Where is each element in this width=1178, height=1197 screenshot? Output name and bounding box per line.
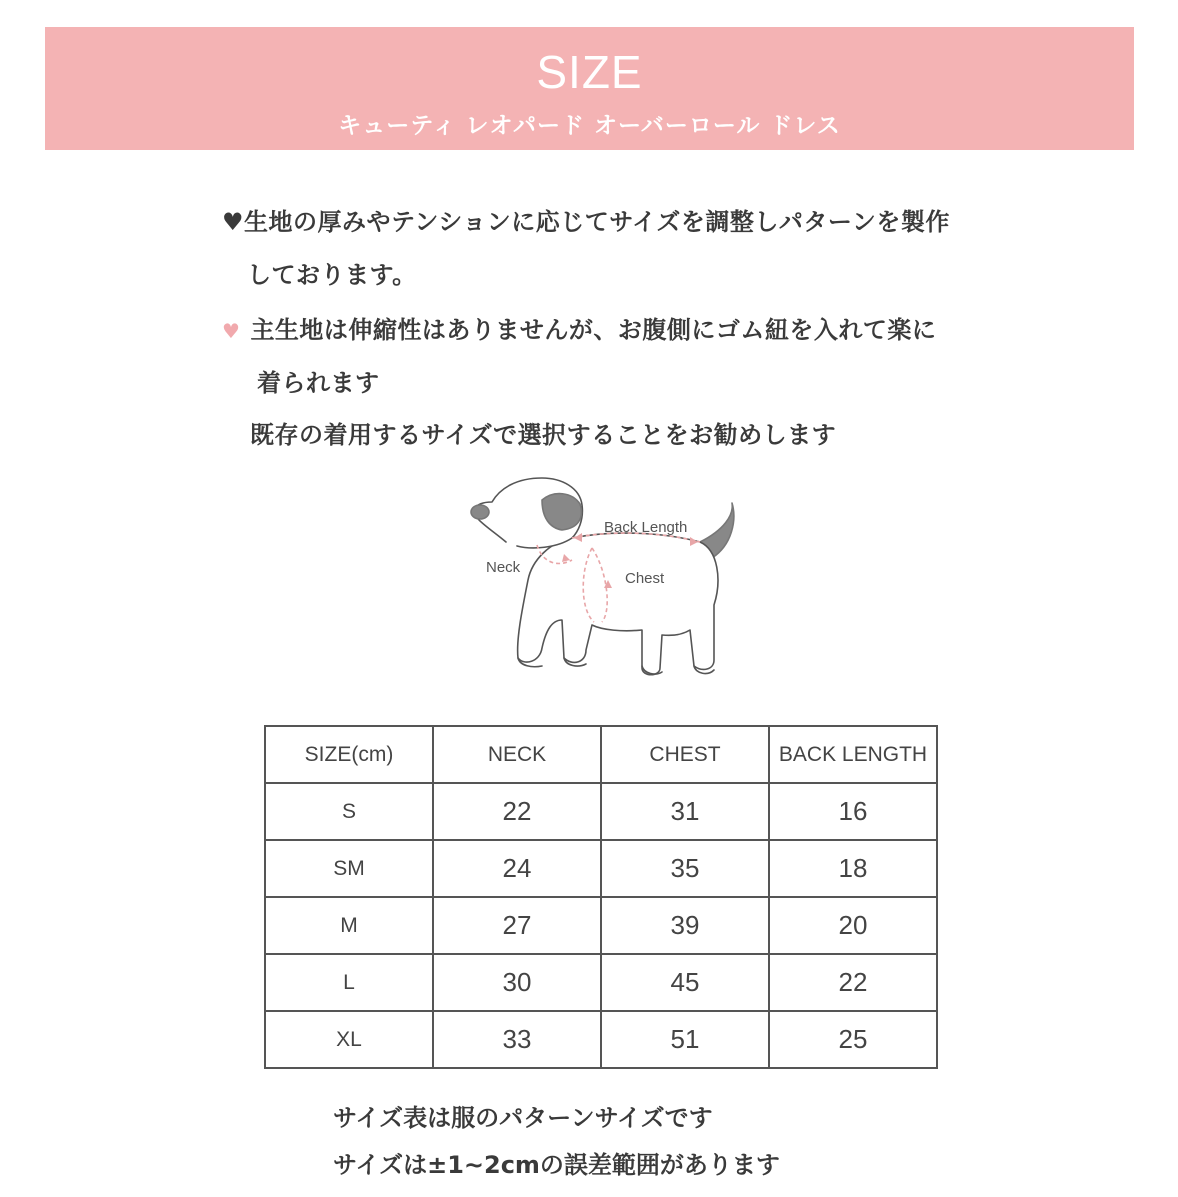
note-line-2: しております。 — [247, 261, 417, 289]
note-line-3: ♥ 主生地は伸縮性はありませんが、お腹側にゴム紐を入れて楽に — [222, 316, 937, 344]
heart-icon: ♥ — [222, 208, 245, 236]
chest-cell: 31 — [601, 783, 769, 840]
back-length-cell: 18 — [769, 840, 937, 897]
size-cell: L — [265, 954, 433, 1011]
back-length-cell: 16 — [769, 783, 937, 840]
neck-label: Neck — [486, 559, 521, 576]
heart-icon: ♥ — [222, 319, 241, 343]
back-length-cell: 20 — [769, 897, 937, 954]
note-line-5: 既存の着用するサイズで選択することをお勧めします — [250, 421, 837, 449]
note-line-1: ♥生地の厚みやテンションに応じてサイズを調整しパターンを製作 — [222, 208, 950, 236]
neck-cell: 30 — [433, 954, 601, 1011]
neck-cell: 22 — [433, 783, 601, 840]
footer-note-2: サイズは±1~2cmの誤差範囲があります — [333, 1151, 780, 1179]
neck-cell: 33 — [433, 1011, 601, 1068]
chest-label: Chest — [625, 570, 665, 587]
footer-note-1: サイズ表は服のパターンサイズです — [333, 1104, 713, 1132]
header-back-length: BACK LENGTH — [769, 726, 937, 783]
size-cell: SM — [265, 840, 433, 897]
header-chest: CHEST — [601, 726, 769, 783]
chest-cell: 45 — [601, 954, 769, 1011]
chest-cell: 35 — [601, 840, 769, 897]
table-row — [265, 783, 937, 840]
size-cell: S — [265, 783, 433, 840]
table-row — [265, 840, 937, 897]
page-title: SIZE — [536, 46, 643, 98]
table-row — [265, 1011, 937, 1068]
header-size: SIZE(cm) — [265, 726, 433, 783]
size-cell: XL — [265, 1011, 433, 1068]
table-header-row — [265, 726, 937, 783]
back-length-cell: 25 — [769, 1011, 937, 1068]
neck-cell: 27 — [433, 897, 601, 954]
table-row — [265, 954, 937, 1011]
note-line-4: 着られます — [257, 369, 380, 397]
product-name: キューティ レオパード オーバーロール ドレス — [338, 113, 841, 139]
table-row — [265, 897, 937, 954]
neck-cell: 24 — [433, 840, 601, 897]
chest-cell: 51 — [601, 1011, 769, 1068]
size-cell: M — [265, 897, 433, 954]
back-length-cell: 22 — [769, 954, 937, 1011]
back-length-label: Back Length — [604, 519, 688, 536]
chest-cell: 39 — [601, 897, 769, 954]
size-table — [264, 725, 938, 1069]
header-banner — [45, 27, 1134, 150]
dog-measurement-diagram — [462, 470, 752, 685]
header-neck: NECK — [433, 726, 601, 783]
